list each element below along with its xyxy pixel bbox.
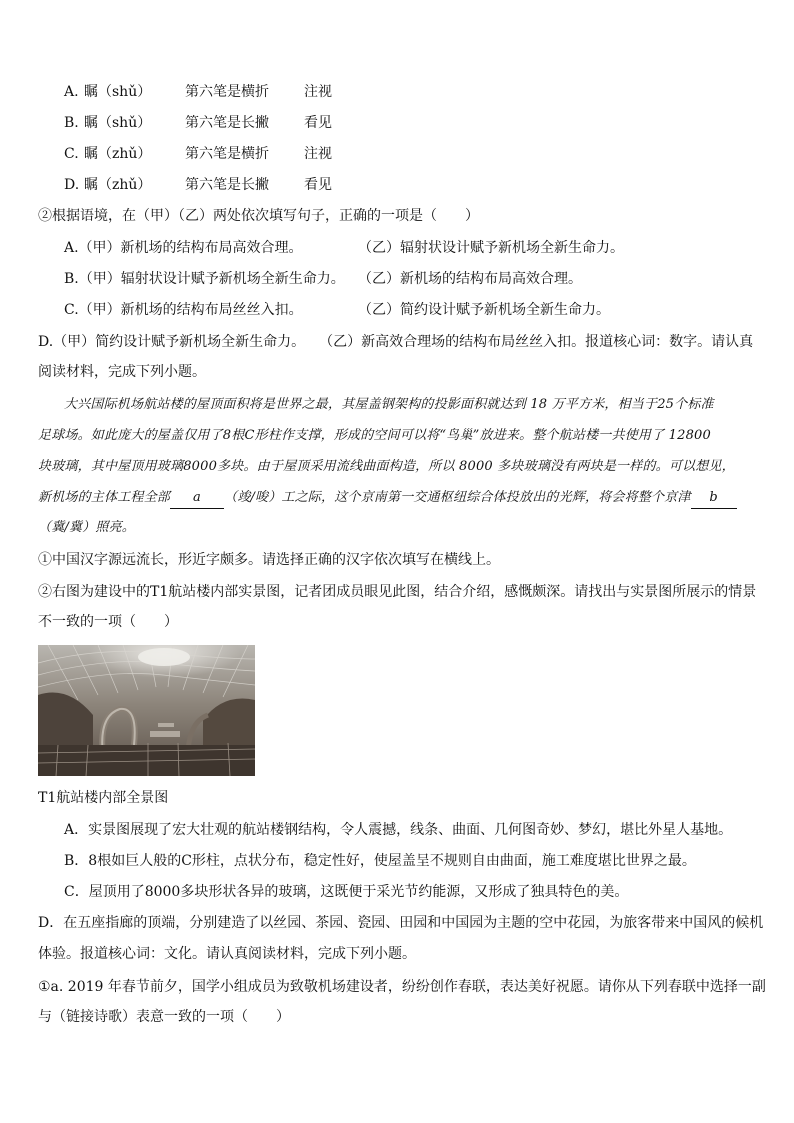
terminal-interior-photo: [38, 645, 255, 776]
option-meaning: 看见: [304, 115, 332, 131]
option-meaning: 注视: [304, 146, 332, 162]
passage-text: 新机场的主体工程全部: [38, 490, 171, 505]
q3-option-d[interactable]: D．在五座指廊的顶端，分别建造了以丝园、茶园、瓷园、田园和中国园为主题的空中花园，为旅客带来中国风的候机: [38, 915, 764, 931]
option-letter: B.: [64, 115, 79, 131]
option-stroke: 第六笔是横折: [185, 146, 269, 162]
option-jia: B.（甲）辐射状设计赋予新机场全新生命力。: [64, 271, 345, 287]
option-meaning: 看见: [304, 177, 332, 193]
option-stroke: 第六笔是横折: [185, 84, 269, 100]
option-yi: （乙）辐射状设计赋予新机场全新生命力。: [358, 240, 624, 256]
passage-line: 块玻璃，其中屋顶用玻璃8000多块。由于屋顶采用流线曲面构造，所以 8000 多块玻璃没有两块是一样的。可以想见，: [38, 459, 735, 474]
q3-option-c[interactable]: C．屋顶用了8000多块形状各异的玻璃，这既便于采光节约能源，又形成了独具特色的美。: [64, 884, 629, 900]
q3-option-b[interactable]: B．8根如巨人般的C形柱，点状分布，稳定性好，使屋盖呈不规则自由曲面，施工难度堪比世界之最。: [64, 853, 696, 869]
q3-sub2-cont: 不一致的一项（ ）: [38, 614, 178, 630]
blank-a[interactable]: a: [170, 488, 224, 509]
passage-line: 大兴国际机场航站楼的屋顶面积将是世界之最，其屋盖钢架构的投影面积就达到 18 万平方米，相当于25个标准: [64, 397, 714, 412]
option-jia: A.（甲）新机场的结构布局高效合理。: [64, 240, 303, 256]
option-pronunciation: 瞩（shǔ）: [84, 115, 152, 131]
option-stroke: 第六笔是长撇: [185, 115, 269, 131]
option-meaning: 注视: [304, 84, 332, 100]
q2-option-d[interactable]: D.（甲）简约设计赋予新机场全新生命力。 （乙）新高效合理场的结构布局丝丝入扣。报道核心词：数字。请认真: [38, 334, 754, 350]
option-pronunciation: 瞩（shǔ）: [84, 84, 152, 100]
option-letter: D.: [64, 177, 80, 193]
passage-text: （竣/唆）工之际，这个京南第一交通枢纽综合体投放出的光辉，将会将整个京津: [224, 490, 691, 505]
option-yi: （乙）新机场的结构布局高效合理。: [358, 271, 582, 287]
q3-sub1: ①中国汉字源远流长，形近字颇多。请选择正确的汉字依次填写在横线上。: [38, 552, 500, 568]
blank-b[interactable]: b: [691, 488, 737, 509]
passage-line: （冀/冀）照亮。: [38, 520, 135, 535]
q4-stem: ①a. 2019 年春节前夕，国学小组成员为致敬机场建设者，纷纷创作春联，表达美好祝愿。请你从下列春联中选择一副: [38, 979, 766, 995]
passage-line: 足球场。如此庞大的屋盖仅用了8根C形柱作支撑，形成的空间可以将“鸟巢”放进来。整个航站楼一共使用了 12800: [38, 428, 711, 443]
option-stroke: 第六笔是长撇: [185, 177, 269, 193]
q4-stem-cont: 与（链接诗歌）表意一致的一项（ ）: [38, 1009, 290, 1025]
option-pronunciation: 瞩（zhǔ）: [84, 177, 152, 193]
q3-sub2: ②右图为建设中的T1航站楼内部实景图，记者团成员眼见此图，结合介绍，感慨颇深。请找出与实景图所展示的情景: [38, 584, 757, 600]
passage-line: [38, 488, 762, 509]
q2-stem: ②根据语境，在（甲）（乙）两处依次填写句子，正确的一项是（ ）: [38, 208, 479, 224]
q2-instruction: 阅读材料，完成下列小题。: [38, 364, 206, 380]
q3-option-a[interactable]: A．实景图展现了宏大壮观的航站楼钢结构，令人震撼，线条、曲面、几何图奇妙、梦幻，堪比外星人基地。: [64, 822, 733, 838]
option-pronunciation: 瞩（zhǔ）: [84, 146, 152, 162]
option-jia: C.（甲）新机场的结构布局丝丝入扣。: [64, 302, 303, 318]
photo-caption: T1航站楼内部全景图: [38, 790, 169, 806]
option-letter: C.: [64, 146, 79, 162]
option-yi: （乙）简约设计赋予新机场全新生命力。: [358, 302, 610, 318]
option-letter: A.: [64, 84, 79, 100]
q3-option-d-cont: 体验。报道核心词：文化。请认真阅读材料，完成下列小题。: [38, 946, 416, 962]
